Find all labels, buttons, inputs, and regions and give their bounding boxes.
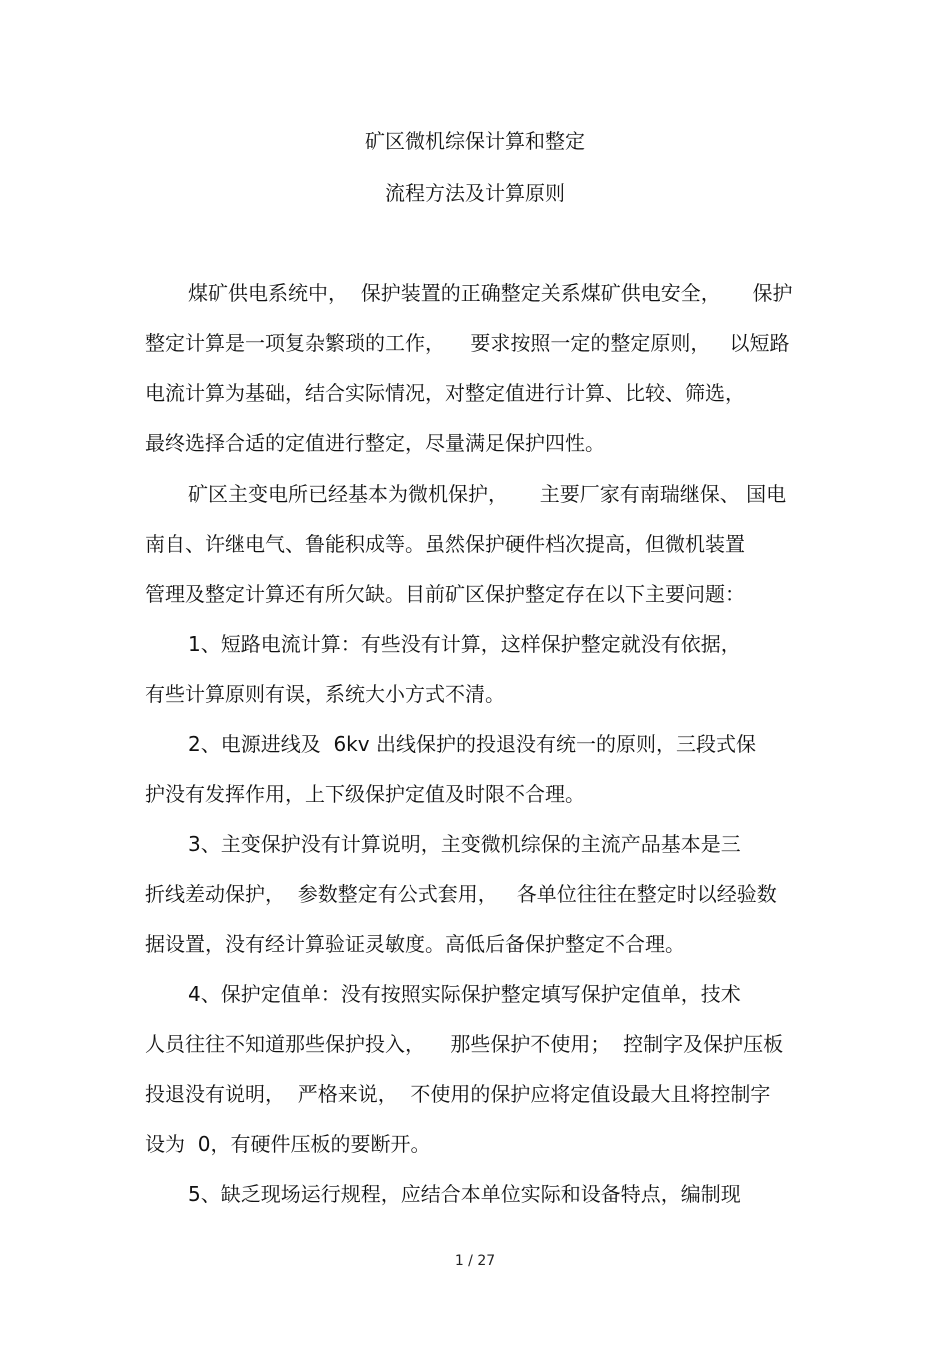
paragraph-2-line-1: 矿区主变电所已经基本为微机保护， 主要厂家有南瑞继保、 国电 — [188, 482, 787, 506]
page-number: 1 / 27 — [454, 1253, 496, 1269]
item-4-line-3: 投退没有说明， 严格来说， 不使用的保护应将定值设最大且将控制字 — [145, 1082, 771, 1106]
paragraph-1-line-4: 最终选择合适的定值进行整定，尽量满足保护四性。 — [145, 431, 605, 455]
paragraph-1-line-1: 煤矿供电系统中， 保护装置的正确整定关系煤矿供电安全， 保护 — [188, 281, 793, 305]
item-3-line-1: 3、主变保护没有计算说明，主变微机综保的主流产品基本是三 — [188, 832, 741, 856]
item-4-line-1: 4、保护定值单：没有按照实际保护整定填写保护定值单，技术 — [188, 982, 741, 1006]
item-5-line-1: 5、缺乏现场运行规程，应结合本单位实际和设备特点，编制现 — [188, 1182, 741, 1206]
item-3-line-2: 折线差动保护， 参数整定有公式套用， 各单位往往在整定时以经验数 — [145, 882, 777, 906]
paragraph-1-line-2: 整定计算是一项复杂繁琐的工作， 要求按照一定的整定原则， 以短路 — [145, 331, 790, 355]
item-1-line-2: 有些计算原则有误，系统大小方式不清。 — [145, 682, 505, 706]
item-1-line-1: 1、短路电流计算：有些没有计算，这样保护整定就没有依据， — [188, 632, 741, 656]
paragraph-2-line-3: 管理及整定计算还有所欠缺。目前矿区保护整定存在以下主要问题： — [145, 582, 745, 606]
paragraph-1-line-3: 电流计算为基础，结合实际情况，对整定值进行计算、比较、筛选， — [145, 381, 745, 405]
document-subtitle: 流程方法及计算原则 — [385, 181, 565, 205]
item-3-line-3: 据设置，没有经计算验证灵敏度。高低后备保护整定不合理。 — [145, 932, 685, 956]
paragraph-2-line-2: 南自、许继电气、鲁能积成等。虽然保护硬件档次提高，但微机装置 — [145, 532, 745, 556]
item-2-line-2: 护没有发挥作用，上下级保护定值及时限不合理。 — [145, 782, 585, 806]
item-2-line-1: 2、电源进线及 6kv 出线保护的投退没有统一的原则，三段式保 — [188, 732, 756, 756]
document-title: 矿区微机综保计算和整定 — [365, 129, 585, 153]
item-4-line-2: 人员往往不知道那些保护投入， 那些保护不使用； 控制字及保护压板 — [145, 1032, 784, 1056]
item-4-line-4: 设为 0，有硬件压板的要断开。 — [145, 1132, 431, 1156]
